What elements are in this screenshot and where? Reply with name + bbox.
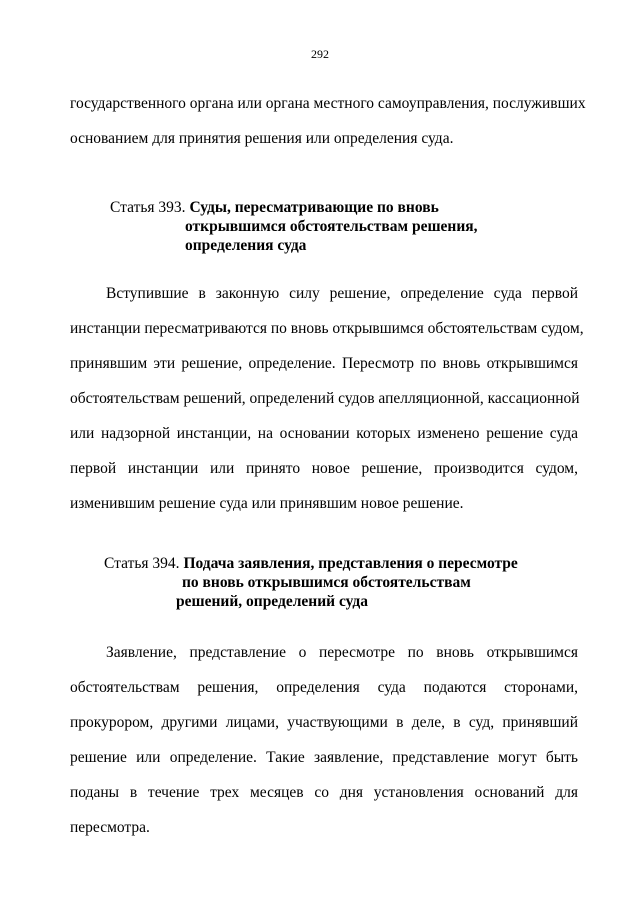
- article-394-title-line: решений, определений суда: [176, 593, 368, 610]
- text-line: Вступившие в законную силу решение, определение суда первой: [106, 285, 578, 302]
- article-394-paragraph: [70, 635, 578, 845]
- text-line: решение или определение. Такие заявление, представление могут быть: [70, 749, 578, 766]
- text-line: инстанции пересматриваются по вновь открывшимся обстоятельствам судом,: [70, 320, 584, 337]
- text-line: поданы в течение трех месяцев со дня установления оснований для: [70, 784, 578, 801]
- article-394-title-line: по вновь открывшимся обстоятельствам: [182, 574, 471, 591]
- article-393-paragraph: [70, 276, 584, 521]
- text-line: первой инстанции или принято новое решение, производится судом,: [70, 460, 578, 477]
- text-line: принявшим эти решение, определение. Пересмотр по вновь открывшимся: [70, 355, 578, 372]
- page-number: 292: [311, 47, 329, 61]
- article-393-title-line: открывшимся обстоятельствам решения,: [185, 218, 478, 235]
- article-393-title-line: Суды, пересматривающие по вновь: [189, 199, 439, 216]
- text-line: основанием для принятия решения или определения суда.: [70, 130, 454, 147]
- article-393-number: Статья 393.: [110, 199, 186, 216]
- paragraph-continuation: [70, 86, 586, 156]
- article-394-number: Статья 394.: [104, 555, 180, 572]
- text-line: Заявление, представление о пересмотре по вновь открывшимся: [106, 644, 578, 661]
- text-line: обстоятельствам решений, определений судов апелляционной, кассационной: [70, 390, 580, 407]
- article-393-heading: [110, 198, 478, 255]
- text-line: государственного органа или органа местного самоуправления, послуживших: [70, 95, 586, 112]
- article-394-heading: [104, 554, 518, 611]
- text-line: или надзорной инстанции, на основании которых изменено решение суда: [70, 425, 578, 442]
- text-line: пересмотра.: [70, 819, 150, 836]
- article-394-title-line: Подача заявления, представления о пересмотре: [183, 555, 518, 572]
- text-line: обстоятельствам решения, определения суда подаются сторонами,: [70, 679, 578, 696]
- text-line: изменившим решение суда или принявшим новое решение.: [70, 495, 464, 512]
- text-line: прокурором, другими лицами, участвующими в деле, в суд, принявший: [70, 714, 578, 731]
- article-393-title-line: определения суда: [185, 237, 307, 254]
